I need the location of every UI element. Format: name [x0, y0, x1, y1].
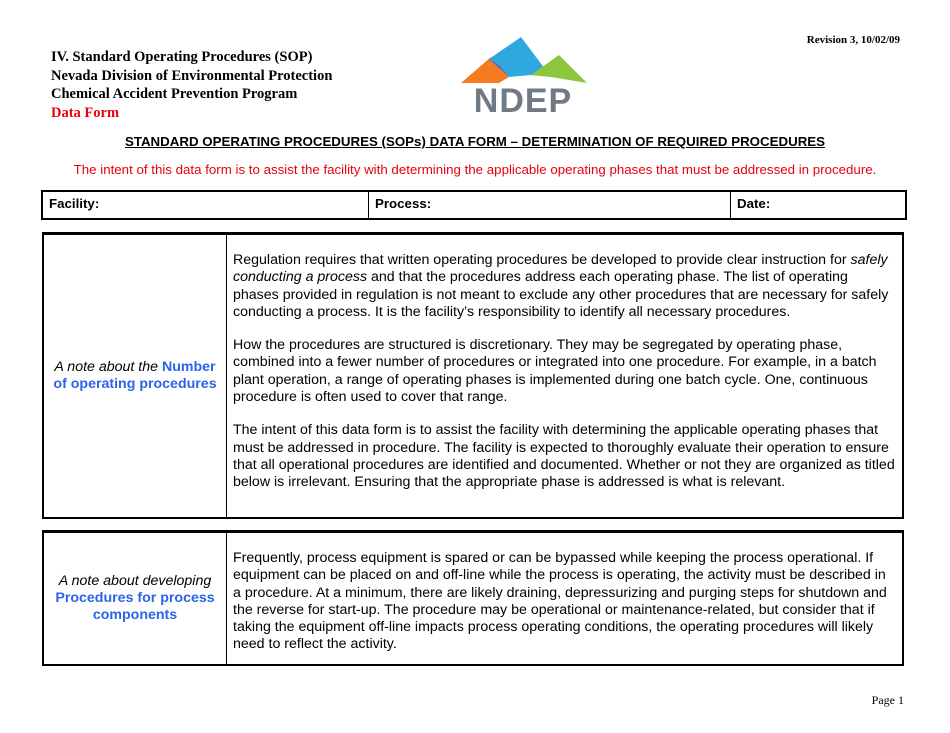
header-line-sop: IV. Standard Operating Procedures (SOP) — [51, 49, 313, 65]
note-label-highlight: Procedures for process — [55, 589, 215, 606]
note-label-plain: A note about the — [54, 358, 162, 375]
note-paragraph: How the procedures are structured is discretionary. They may be segregated by operating phase, combined into a fewer number of procedures or integrated into one procedure. For example, in a batch plant operation, a range of operating phases is implemented during one batch cycle. One, continuous procedure is often used to cover that range. — [233, 337, 877, 406]
facility-label: Facility: — [49, 196, 100, 211]
facility-field[interactable] — [43, 192, 368, 218]
page-title: STANDARD OPERATING PROCEDURES (SOPs) DATA FORM – DETERMINATION OF REQUIRED PROCEDURES — [124, 134, 826, 149]
header-line-program: Chemical Accident Prevention Program — [51, 86, 298, 102]
note-label — [44, 533, 227, 664]
note-body — [227, 533, 902, 664]
note-number-of-procedures — [42, 232, 904, 519]
header-line-data-form: Data Form — [51, 104, 120, 121]
logo-mountain-green — [531, 55, 587, 83]
note-label-highlight-2: of operating procedures — [53, 376, 217, 392]
note-body — [227, 235, 902, 517]
date-label: Date: — [737, 196, 771, 211]
note-procedures-for-components — [42, 530, 904, 666]
note-text: Regulation requires that written operating procedures be developed to provide clear instruction for — [233, 252, 851, 268]
note-paragraph — [233, 252, 896, 321]
process-field[interactable] — [368, 192, 730, 218]
revision-label: Revision 3, 10/02/09 — [806, 34, 900, 46]
page-number: Page 1 — [871, 693, 904, 707]
note-text: and that the procedures address each operating phase. The list of operating phases provided in regulation is not meant to exclude any other procedures that are necessary for safely conducting a process. It is the facility’s responsibility to identify all necessary procedures. — [233, 269, 889, 320]
date-field[interactable] — [730, 192, 905, 218]
note-label — [44, 235, 227, 517]
header-block — [51, 48, 332, 122]
header-line-division: Nevada Division of Environmental Protection — [51, 67, 333, 84]
note-label-plain: A note about developing — [58, 572, 212, 589]
process-label: Process: — [375, 196, 432, 211]
note-label-highlight-2: components — [92, 607, 178, 624]
intent-statement: The intent of this data form is to assist the facility with determining the applicable operating phases that must be addressed in procedure. — [73, 162, 877, 177]
logo-text: NDEP — [473, 82, 573, 120]
note-text-italic: safely conducting a process — [233, 252, 888, 286]
note-paragraph: Frequently, process equipment is spared or can be bypassed while keeping the process operational. If equipment can be placed on and off-line while the process is operating, the activity must be described in a procedure. At a minimum, there are likely draining, depressurizing and purging steps for shutdown and the reverse for start-up. The procedure may be operational or maintenance-related, but consider that if taking the equipment off-line impacts process operating conditions, the operating procedures will likely need to reflect the activity. — [233, 550, 887, 653]
info-row — [41, 190, 907, 220]
note-paragraph: The intent of this data form is to assist the facility with determining the applicable operating phases that must be addressed in procedure. The facility is expected to thoroughly evaluate their operation to ensure that all operational procedures are identified and documented. Whether or not they are organized as titled below is irrelevant. Ensuring that the appropriate phase is addressed is what is relevant. — [233, 422, 895, 491]
note-label-highlight: Number — [161, 358, 216, 375]
